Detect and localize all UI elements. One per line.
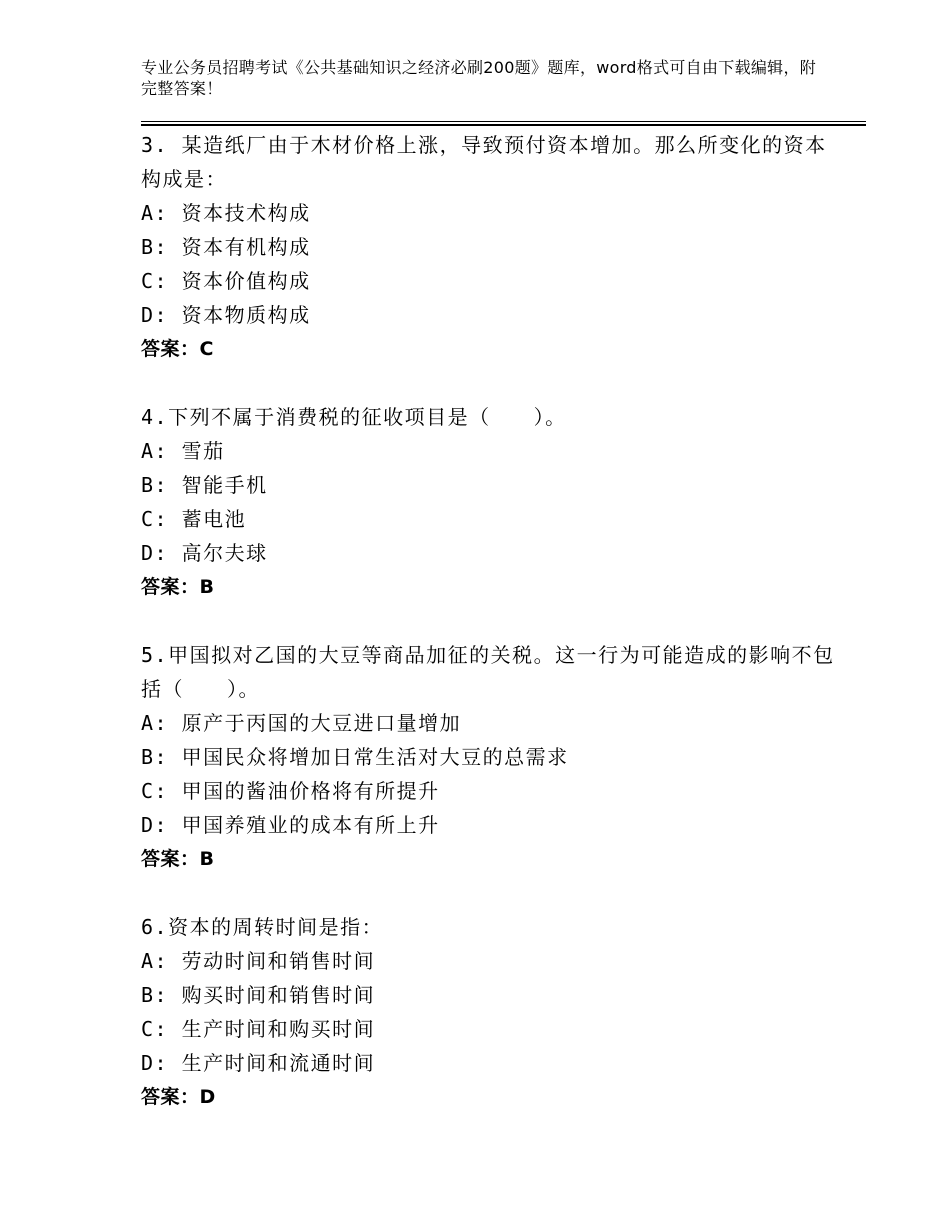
option-c: C: 资本价值构成: [141, 269, 311, 293]
option-a: A: 雪茄: [141, 439, 225, 463]
option-a: A: 原产于丙国的大豆进口量增加: [141, 711, 462, 735]
option-c: C: 生产时间和购买时间: [141, 1017, 376, 1041]
question-6: [141, 910, 841, 1114]
question-stem: 3. 某造纸厂由于木材价格上涨，导致预付资本增加。那么所变化的资本构成是：: [141, 133, 827, 191]
option-a: A: 劳动时间和销售时间: [141, 949, 376, 973]
option-d: D: 高尔夫球: [141, 541, 268, 565]
option-d: D: 资本物质构成: [141, 303, 311, 327]
option-c: C: 甲国的酱油价格将有所提升: [141, 779, 440, 803]
question-3: [141, 128, 841, 366]
question-stem: 6.资本的周转时间是指：: [141, 915, 384, 939]
answer-line: 答案：D: [141, 1086, 216, 1108]
option-d: D: 生产时间和流通时间: [141, 1051, 376, 1075]
header-rule-thin: [141, 121, 866, 122]
option-b: B: 智能手机: [141, 473, 268, 497]
document-header: [141, 57, 821, 99]
question-5: [141, 638, 841, 876]
option-a: A: 资本技术构成: [141, 201, 311, 225]
option-b: B: 购买时间和销售时间: [141, 983, 376, 1007]
question-stem: 4.下列不属于消费税的征收项目是（ ）。: [141, 405, 567, 429]
question-4: [141, 400, 841, 604]
option-b: B: 甲国民众将增加日常生活对大豆的总需求: [141, 745, 569, 769]
question-list: [141, 128, 841, 1148]
header-rule-thick: [141, 124, 866, 126]
option-b: B: 资本有机构成: [141, 235, 311, 259]
option-c: C: 蓄电池: [141, 507, 247, 531]
header-text: 专业公务员招聘考试《公共基础知识之经济必刷200题》题库，word格式可自由下载编辑，附完整答案！: [141, 58, 817, 98]
question-stem: 5.甲国拟对乙国的大豆等商品加征的关税。这一行为可能造成的影响不包括（ ）。: [141, 643, 835, 701]
option-d: D: 甲国养殖业的成本有所上升: [141, 813, 440, 837]
answer-line: 答案：B: [141, 576, 215, 598]
answer-line: 答案：C: [141, 338, 214, 360]
answer-line: 答案：B: [141, 848, 215, 870]
